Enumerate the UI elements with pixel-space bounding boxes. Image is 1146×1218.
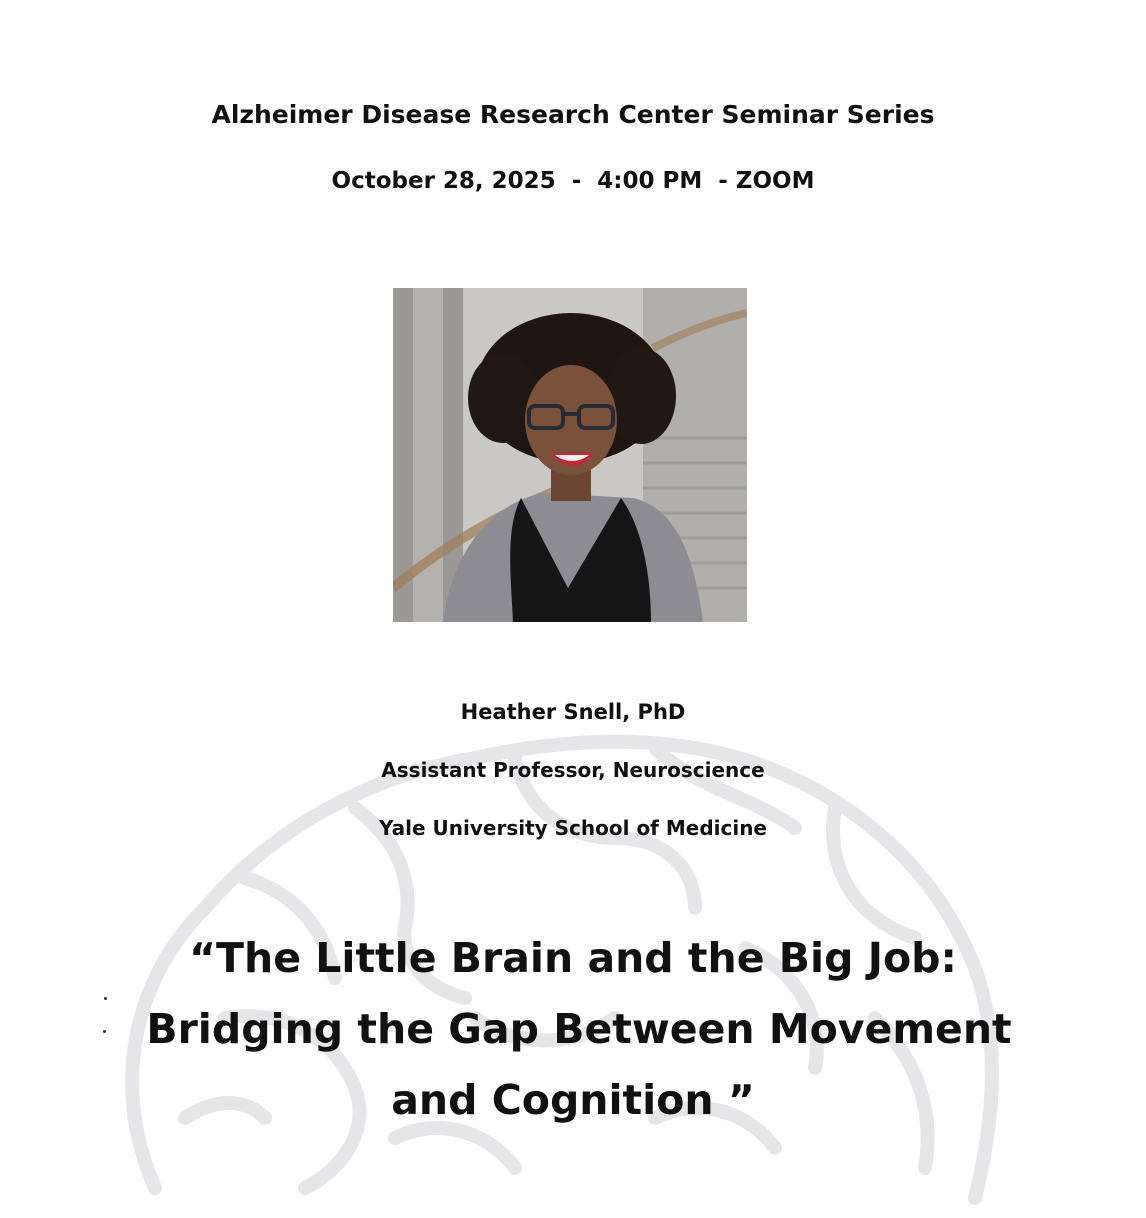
speaker-affiliation: Yale University School of Medicine — [379, 816, 767, 840]
speaker-portrait-icon — [393, 288, 747, 622]
talk-title-line: and Cognition ” — [391, 1076, 755, 1124]
talk-title-line: Bridging the Gap Between Movement — [146, 1005, 1012, 1053]
speaker-name: Heather Snell, PhD — [460, 700, 686, 724]
scan-speck — [103, 1030, 106, 1033]
series-title: Alzheimer Disease Research Center Seminar Series — [211, 100, 935, 129]
scan-speck — [104, 997, 107, 1000]
event-date-time-location: October 28, 2025 - 4:00 PM - ZOOM — [331, 168, 815, 194]
speaker-photo — [393, 288, 747, 622]
speaker-title: Assistant Professor, Neuroscience — [381, 758, 765, 782]
talk-title-line: “The Little Brain and the Big Job: — [189, 934, 957, 982]
